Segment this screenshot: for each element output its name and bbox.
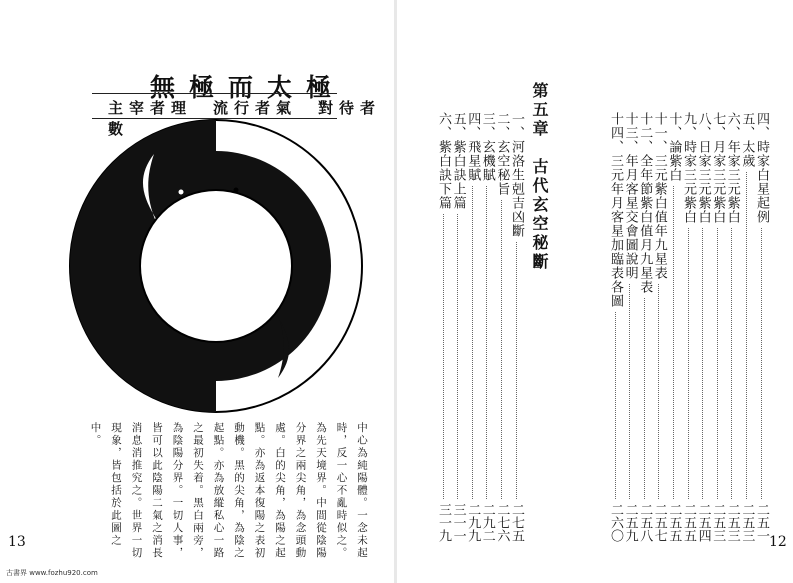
note-column: 時，反一心不亂時似之。 xyxy=(335,422,348,560)
toc-entry-label: 十一、三元紫白值年九星表 xyxy=(651,112,667,280)
toc-entry-label: 五、太歲 xyxy=(739,112,755,168)
toc-entry-label: 十三、年月客星交會圖說明 xyxy=(622,112,638,280)
toc-leader-dots xyxy=(731,228,732,499)
toc-leader-dots xyxy=(688,228,689,499)
toc-entry-label: 一、河洛生剋吉凶斷 xyxy=(509,112,524,238)
note-column: 現象，皆包括於此圖之 xyxy=(110,422,122,547)
toc-entry-page: 二五九 xyxy=(622,503,638,542)
note-column: 為陰陽分界。一切人事， xyxy=(171,422,184,560)
toc-entry-label: 四、飛星賦 xyxy=(465,112,481,182)
toc-entry-label: 十四、三元年月客星加臨表各圖 xyxy=(608,112,623,308)
note-column: 為先天境界。中間從陰陽 xyxy=(315,422,327,560)
toc-leader-dots xyxy=(486,186,487,499)
right-page xyxy=(397,0,793,583)
toc-entry-page: 二五七 xyxy=(651,503,667,542)
inner-circle xyxy=(140,190,292,342)
wuji-taiji-diagram xyxy=(68,116,365,416)
toc-entry-page: 二九九 xyxy=(465,503,481,542)
white-dot xyxy=(179,190,184,195)
toc-entry[interactable] xyxy=(606,112,625,542)
diagram-title: 無極而太極 xyxy=(150,73,346,102)
note-column: 皆可以此陰陽二氣之消長 xyxy=(151,422,163,560)
diagram-subtitle: 主宰者理 流行者氣 對待者數 xyxy=(108,99,382,138)
toc-leader-dots xyxy=(717,228,718,499)
black-dot xyxy=(234,188,239,193)
toc-entry-page: 二五五 xyxy=(681,503,696,542)
toc-entry-label: 六、年家三元紫白 xyxy=(724,112,740,224)
left-page xyxy=(0,0,396,583)
toc-entry-page: 三一九 xyxy=(436,503,451,542)
toc-entry-page: 二五三 xyxy=(724,503,740,542)
toc-leader-dots xyxy=(443,214,444,499)
toc-entry-label: 七、月家三元紫白 xyxy=(710,112,726,224)
toc-entry[interactable] xyxy=(434,112,453,542)
note-column: 處。白的尖角，為陽之起 xyxy=(274,422,286,560)
toc-entry-page: 二五八 xyxy=(637,503,653,542)
toc-entry-label: 二、玄空秘旨 xyxy=(494,112,510,196)
toc-leader-dots xyxy=(501,200,502,499)
toc-entry-label: 八、日家三元紫白 xyxy=(695,112,711,224)
toc-entry-page: 二六〇 xyxy=(608,503,623,542)
toc-entry-label: 九、時家三元紫白 xyxy=(681,112,696,224)
toc-leader-dots xyxy=(644,298,645,499)
toc-entry-page: 二九二 xyxy=(479,503,495,542)
note-column: 消息消推究之。世界一切 xyxy=(130,422,143,560)
toc-leader-dots xyxy=(472,186,473,499)
toc-leader-dots xyxy=(702,228,703,499)
chapter-title: 第五章 古代玄空秘斷 xyxy=(530,82,549,272)
note-column: 之最初失着。黑白兩旁， xyxy=(192,422,204,560)
note-column: 分界之兩尖角，為念頭動 xyxy=(294,422,307,560)
toc-leader-dots xyxy=(761,228,762,499)
toc-entry-page: 二七五 xyxy=(509,503,524,542)
toc-entry-label: 四、時家白星起例 xyxy=(754,112,769,224)
toc-leader-dots xyxy=(629,284,630,499)
toc-entry-page: 三一一 xyxy=(450,503,466,542)
toc-entry-label: 十、論紫白 xyxy=(666,112,682,182)
page-number-right: 12 xyxy=(769,534,787,550)
toc-entry-page: 二五一 xyxy=(754,503,769,542)
note-column: 點。亦為返本復陽之表初 xyxy=(253,422,266,560)
note-column: 動機。黑的尖角，為陰之 xyxy=(233,422,245,560)
toc-entry-page: 二五五 xyxy=(666,503,682,542)
toc-entry-page: 二七六 xyxy=(494,503,510,542)
page-number-left: 13 xyxy=(8,534,26,550)
toc-entry-page: 二五三 xyxy=(710,503,726,542)
toc-entry-page: 二五三 xyxy=(739,503,755,542)
toc-leader-dots xyxy=(658,284,659,499)
toc-leader-dots xyxy=(457,214,458,499)
site-footer: 古書界 www.fozhu920.com xyxy=(6,569,98,577)
subtitle-rule-top xyxy=(92,93,337,94)
toc-entry-label: 十二、全年節紫白值月九星表 xyxy=(637,112,653,294)
toc-entry-label: 三、玄機賦 xyxy=(479,112,495,182)
toc-entry-label: 五、紫白訣上篇 xyxy=(450,112,466,210)
toc-entry-page: 二五四 xyxy=(695,503,711,542)
note-column: 起點。亦為放縱私心一路 xyxy=(212,422,225,560)
toc-leader-dots xyxy=(615,312,616,499)
toc-entry-label: 六、紫白訣下篇 xyxy=(436,112,451,210)
toc-leader-dots xyxy=(673,186,674,499)
note-column: 中。 xyxy=(89,422,102,447)
toc-leader-dots xyxy=(746,172,747,499)
note-column: 中心為純陽體。一念未起 xyxy=(356,422,368,560)
toc-leader-dots xyxy=(516,242,517,499)
